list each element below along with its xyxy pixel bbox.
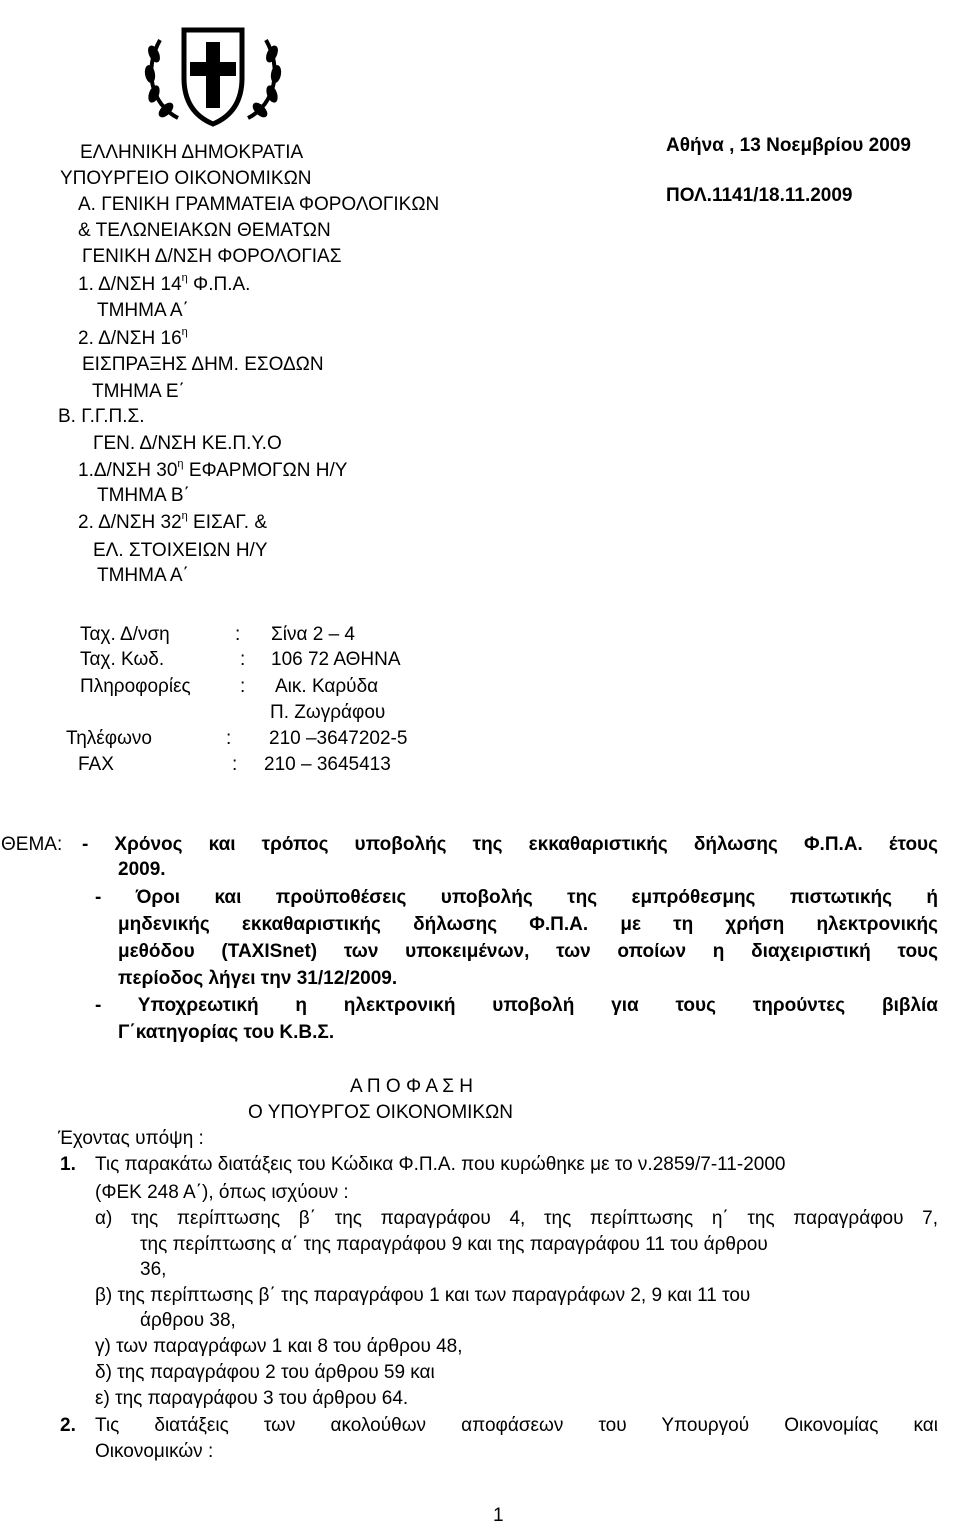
header-line-6 [78, 273, 250, 297]
header-line-13a: 1.Δ/ΝΣΗ 30 [78, 460, 178, 481]
header-line-6b: Φ.Π.Α. [187, 274, 251, 295]
paragraph-2-line-1: Τις διατάξεις των ακολούθων αποφάσεων του Υπουργού Οικονομίας και [95, 1415, 938, 1436]
contact-address-value: Σίνα 2 – 4 [271, 624, 355, 645]
decision-minister: Ο ΥΠΟΥΡΓΟΣ ΟΙΚΟΝΟΜΙΚΩΝ [248, 1102, 514, 1123]
header-line-5: ΓΕΝΙΚΗ Δ/ΝΣΗ ΦΟΡΟΛΟΓΙΑΣ [82, 246, 342, 267]
contact-info-value-2: Π. Ζωγράφου [270, 702, 386, 723]
paragraph-1-line-2: (ΦΕΚ 248 Α΄), όπως ισχύουν : [95, 1182, 349, 1203]
header-line-10: ΤΜΗΜΑ Ε΄ [92, 381, 185, 402]
paragraph-1-line-1: Τις παρακάτω διατάξεις του Κώδικα Φ.Π.Α. που κυρώθηκε με το ν.2859/7-11-2000 [95, 1154, 786, 1175]
subject-item-2-line-2: μηδενικής εκκαθαριστικής δήλωσης Φ.Π.Α. με τη χρήση ηλεκτρονικής [118, 914, 938, 935]
subject-item-2-line-4: περίοδος λήγει την 31/12/2009. [118, 968, 398, 989]
contact-info-sep: : [240, 676, 246, 697]
contact-fax-label: FAX [78, 754, 114, 775]
item-e-line: ε) της παραγράφου 3 του άρθρου 64. [95, 1388, 409, 1409]
header-line-15b: ΕΙΣΑΓ. & [187, 512, 268, 533]
subject-item-3-line-1: - Υποχρεωτική η ηλεκτρονική υποβολή για τους τηρούντες βιβλία [95, 995, 938, 1016]
header-line-6a: 1. Δ/ΝΣΗ 14 [78, 274, 182, 295]
header-line-6-sup: η [181, 271, 188, 284]
header-line-13b: ΕΦΑΡΜΟΓΩΝ Η/Υ [183, 460, 348, 481]
paragraph-2-line-2: Οικονομικών : [95, 1441, 214, 1462]
item-d-line: δ) της παραγράφου 2 του άρθρου 59 και [95, 1362, 435, 1383]
paragraph-2-number: 2. [60, 1415, 76, 1436]
contact-phone-value: 210 –3647202-5 [269, 728, 408, 749]
contact-zip-value: 106 72 ΑΘΗΝΑ [271, 649, 401, 670]
item-b-line-2: άρθρου 38, [140, 1310, 236, 1331]
header-line-2: ΥΠΟΥΡΓΕΙΟ ΟΙΚΟΝΟΜΙΚΩΝ [60, 168, 312, 189]
header-line-12: ΓΕΝ. Δ/ΝΣΗ ΚΕ.Π.Υ.Ο [93, 433, 282, 454]
header-line-4: & ΤΕΛΩΝΕΙΑΚΩΝ ΘΕΜΑΤΩΝ [78, 220, 331, 241]
contact-phone-label: Τηλέφωνο [66, 728, 152, 749]
coat-of-arms [138, 18, 288, 136]
contact-phone-sep: : [226, 728, 232, 749]
contact-address-sep: : [235, 624, 241, 645]
header-line-17: ΤΜΗΜΑ Α΄ [97, 565, 189, 586]
header-line-13 [78, 459, 347, 483]
contact-fax-value: 210 – 3645413 [264, 754, 391, 775]
decision-title: Α Π Ο Φ Α Σ Η [350, 1076, 473, 1097]
header-line-14: ΤΜΗΜΑ Β΄ [97, 485, 190, 506]
document-date: Αθήνα , 13 Νοεμβρίου 2009 [666, 135, 911, 156]
header-line-15 [78, 511, 267, 535]
subject-label: ΘΕΜΑ: [1, 834, 63, 855]
contact-info-value-1: Αικ. Καρύδα [275, 676, 379, 697]
header-line-8 [78, 327, 188, 351]
subject-item-1-line-1: - Χρόνος και τρόπος υποβολής της εκκαθαριστικής δήλωσης Φ.Π.Α. έτους [82, 834, 938, 855]
subject-item-2-line-3: μεθόδου (TAXISnet) των υποκειμένων, των οποίων η διαχειριστική τους [118, 941, 938, 962]
subject-item-3-line-2: Γ΄κατηγορίας του Κ.Β.Σ. [118, 1022, 335, 1043]
header-line-8-sup: η [181, 325, 188, 338]
item-c-line: γ) των παραγράφων 1 και 8 του άρθρου 48, [95, 1336, 463, 1357]
subject-item-1-line-2: 2009. [118, 859, 166, 880]
header-line-11: Β. Γ.Γ.Π.Σ. [58, 406, 145, 427]
decision-intro: Έχοντας υπόψη : [58, 1128, 204, 1149]
header-line-7: ΤΜΗΜΑ Α΄ [97, 300, 189, 321]
header-line-3: Α. ΓΕΝΙΚΗ ΓΡΑΜΜΑΤΕΙΑ ΦΟΡΟΛΟΓΙΚΩΝ [78, 194, 440, 215]
contact-fax-sep: : [232, 754, 238, 775]
header-line-13-sup: η [177, 457, 184, 470]
header-line-1: ΕΛΛΗΝΙΚΗ ΔΗΜΟΚΡΑΤΙΑ [80, 142, 304, 163]
contact-zip-sep: : [240, 649, 246, 670]
contact-info-label: Πληροφορίες [80, 676, 191, 697]
header-line-16: ΕΛ. ΣΤΟΙΧΕΙΩΝ Η/Υ [93, 540, 268, 561]
header-line-15-sup: η [181, 509, 188, 522]
contact-address-label: Ταχ. Δ/νση [80, 624, 170, 645]
header-line-15a: 2. Δ/ΝΣΗ 32 [78, 512, 182, 533]
page-number: 1 [493, 1505, 504, 1526]
item-a-line-1: α) της περίπτωσης β΄ της παραγράφου 4, της περίπτωσης η΄ της παραγράφου 7, [95, 1208, 938, 1229]
contact-zip-label: Ταχ. Κωδ. [80, 649, 165, 670]
item-b-line-1: β) της περίπτωσης β΄ της παραγράφου 1 και των παραγράφων 2, 9 και 11 του [95, 1285, 751, 1306]
item-a-line-3: 36, [140, 1259, 167, 1280]
document-reference: ΠΟΛ.1141/18.11.2009 [666, 185, 853, 206]
paragraph-1-number: 1. [60, 1154, 76, 1175]
item-a-line-2: της περίπτωσης α΄ της παραγράφου 9 και της παραγράφου 11 του άρθρου [140, 1234, 768, 1255]
header-line-8a: 2. Δ/ΝΣΗ 16 [78, 328, 182, 349]
subject-item-2-line-1: - Όροι και προϋποθέσεις υποβολής της εμπρόθεσμης πιστωτικής ή [95, 887, 938, 908]
greek-coat-of-arms-icon [138, 18, 288, 136]
header-line-9: ΕΙΣΠΡΑΞΗΣ ΔΗΜ. ΕΣΟΔΩΝ [82, 354, 324, 375]
